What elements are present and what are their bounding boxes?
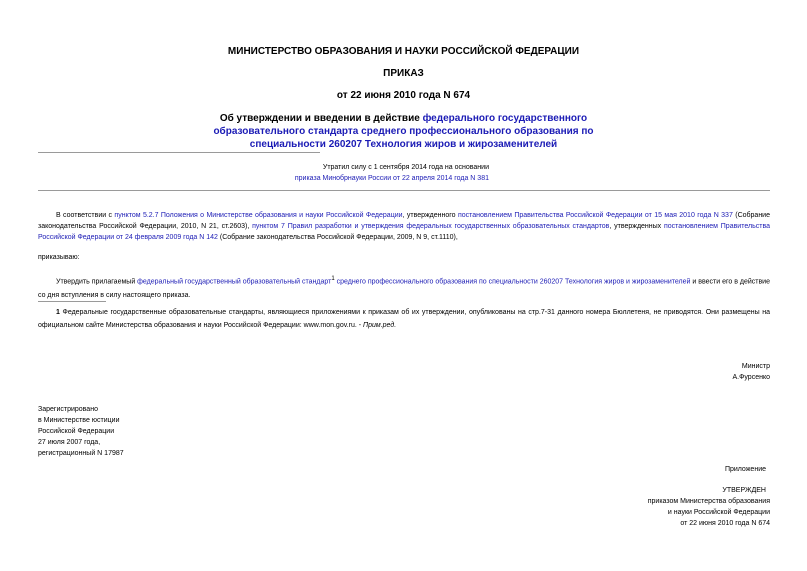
approve-specialty-link[interactable]: среднего профессионального образования по специальности 260207 Технология жиров и жирозаменителей: [334, 278, 691, 286]
footnote-ref: 1: [331, 276, 335, 282]
status-repeal-link[interactable]: приказа Минобрнауки России от 22 апреля 2014 года N 381: [294, 175, 489, 182]
footnote-note: Прим.ред.: [363, 322, 397, 329]
preamble-link-regulation[interactable]: пунктом 5.2.7 Положения о Министерстве образования и науки Российской Федерации: [114, 212, 403, 219]
appendix-approval-block: приказом Министерства образования и науки Российской Федерации от 22 июня 2010 года N 674: [647, 498, 770, 527]
approve-standard-link[interactable]: федеральный государственный образовательный стандарт: [137, 278, 332, 286]
date-number-heading: от 22 июня 2010 года N 674: [336, 90, 471, 101]
status-line-1: Утратил силу с 1 сентября 2014 года на основании: [322, 164, 489, 171]
appendix-approved: УТВЕРЖДЕН: [722, 487, 766, 494]
document-title: [200, 112, 607, 151]
footnote-divider: [38, 301, 106, 302]
registration-block: Зарегистрировано в Министерстве юстиции Российской Федерации 27 июля 2007 года, регистрационный N 17987: [38, 406, 124, 457]
approve-paragraph: Утвердить прилагаемый федеральный государственный образовательный стандарт$^1$ среднего профессионального образования по специальности 260207 Технология жиров и жирозаменителей и ввести его в действие со дня вступления в силу настоящего приказа.: [38, 276, 770, 300]
divider-short: [38, 152, 320, 153]
signature-position: Министр: [741, 363, 770, 370]
title-prefix: Об утверждении и введении в действие: [219, 113, 423, 124]
appendix-label: Приложение: [724, 466, 766, 473]
divider-long: [38, 190, 770, 191]
doc-type-heading: ПРИКАЗ: [383, 68, 424, 79]
order-word: приказываю:: [38, 254, 80, 261]
title-standard-link[interactable]: федерального государственного образовательного стандарта среднего профессионального образования по специальности 260207 Технология жиров и жирозаменителей: [213, 113, 594, 150]
preamble-link-decree-337[interactable]: постановлением Правительства Российской Федерации от 15 мая 2010 года N 337: [457, 212, 733, 219]
preamble-link-decree-142[interactable]: постановлением Правительства Российской Федерации от 24 февраля 2009 года N 142: [38, 223, 770, 241]
preamble-paragraph: В соответствии с пунктом 5.2.7 Положения о Министерстве образования и науки Российской Федерации, утвержденного постановлением Правительства Российской Федерации от 15 мая 2010 года N 337 (Собрание законодательства Российской Федерации, 2010, N 21, ст.2603), пунктом 7 Правил разработки и утверждения федеральных государственных образовательных стандартов, утвержденных постановлением Правительства Российской Федерации от 24 февраля 2009 года N 142 (Собрание законодательства Российской Федерации, 2009, N 9, ст.1110),: [38, 212, 770, 241]
preamble-link-rules[interactable]: пунктом 7 Правил разработки и утверждения федеральных государственных образовательных стандартов: [252, 223, 610, 230]
signature-name: А.Фурсенко: [732, 374, 770, 381]
footnote-paragraph: 1 Федеральные государственные образовательные стандарты, являющиеся приложениями к приказам об их утверждении, опубликованы на стр.7-31 данного номера Бюллетеня, не приводятся. Они размещены на официальном сайте Министерства образования и науки Российской Федерации: www.mon.gov.ru. - Прим.ред.: [38, 309, 770, 329]
ministry-heading: МИНИСТЕРСТВО ОБРАЗОВАНИЯ И НАУКИ РОССИЙСКОЙ ФЕДЕРАЦИИ: [227, 46, 580, 57]
